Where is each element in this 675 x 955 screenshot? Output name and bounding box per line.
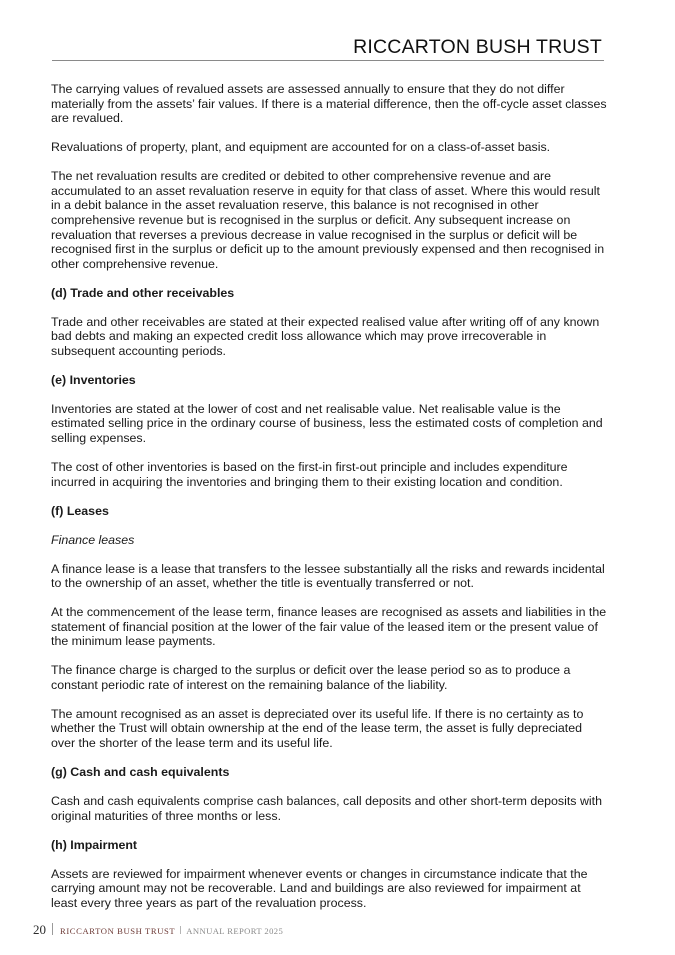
section-heading-cash: (g) Cash and cash equivalents — [51, 765, 230, 780]
page-number: 20 — [33, 922, 46, 937]
subheading-finance-leases: Finance leases — [51, 532, 135, 547]
header-rule — [52, 60, 604, 61]
footer-report-name: ANNUAL REPORT 2025 — [186, 926, 284, 936]
paragraph-cash: Cash and cash equivalents comprise cash balances, call deposits and other short-term deposits with original maturities of three months or less. — [51, 794, 602, 823]
paragraph-lease-depreciation: The amount recognised as an asset is depreciated over its useful life. If there is no certainty as to whether the Trust will obtain ownership at the end of the lease term, the asset is fully depreciated over the shorter of the lease term and its useful life. — [51, 706, 584, 751]
section-heading-receivables: (d) Trade and other receivables — [51, 285, 235, 300]
paragraph-net-revaluation: The net revaluation results are credited or debited to other comprehensive revenue and are accumulated to an asset revaluation reserve in equity for that class of asset. Where this would result in a debit balance in the asset revaluation reserve, this balance is not recognised in other comprehensive revenue but is recognised in the surplus or deficit. Any subsequent increase on revaluation that reverses a previous decrease in value recognised in the surplus or deficit will be recognised first in the surplus or deficit up to the amount previously expensed and then recognised in other comprehensive revenue. — [51, 169, 605, 271]
paragraph-finance-charge: The finance charge is charged to the surplus or deficit over the lease period so as to produce a constant periodic rate of interest on the remaining balance of the liability. — [51, 663, 571, 692]
document-body — [51, 82, 607, 925]
section-heading-inventories: (e) Inventories — [51, 372, 136, 387]
paragraph-finance-lease-definition: A finance lease is a lease that transfers to the lessee substantially all the risks and rewards incidental to the ownership of an asset, whether the title is eventually transferred or not. — [51, 561, 605, 591]
paragraph-class-of-asset: Revaluations of property, plant, and equipment are accounted for on a class-of-asset basis. — [51, 140, 551, 155]
section-heading-leases: (f) Leases — [51, 503, 109, 518]
page-header-title: RICCARTON BUSH TRUST — [353, 36, 602, 58]
paragraph-revaluation-assessment: The carrying values of revalued assets are assessed annually to ensure that they do not differ materially from the assets’ fair values. If there is a material difference, then the off-cycle asset classes are revalued. — [51, 82, 607, 126]
paragraph-receivables: Trade and other receivables are stated at their expected realised value after writing off of any known bad debts and making an expected credit loss allowance which may prove irrecoverable in subsequent accounting periods. — [51, 314, 600, 358]
paragraph-inventories-cost: The cost of other inventories is based on the first-in first-out principle and includes expenditure incurred in acquiring the inventories and bringing them to their existing location and condition. — [51, 460, 568, 489]
section-heading-impairment: (h) Impairment — [51, 837, 138, 852]
page-footer — [33, 922, 283, 938]
footer-org-name: RICCARTON BUSH TRUST — [60, 926, 176, 936]
paragraph-inventories-valuation: Inventories are stated at the lower of cost and net realisable value. Net realisable value is the estimated selling price in the ordinary course of business, less the estimated costs of completion and selling expenses. — [51, 401, 603, 446]
paragraph-lease-commencement: At the commencement of the lease term, finance leases are recognised as assets and liabilities in the statement of financial position at the lower of the fair value of the leased item or the present value of the minimum lease payments. — [51, 605, 607, 649]
footer-divider — [52, 923, 53, 935]
footer-divider-small — [180, 926, 181, 934]
paragraph-impairment: Assets are reviewed for impairment whenever events or changes in circumstance indicate that the carrying amount may not be recoverable. Land and buildings are also reviewed for impairment at least every three years as part of the revaluation process. — [51, 866, 588, 910]
